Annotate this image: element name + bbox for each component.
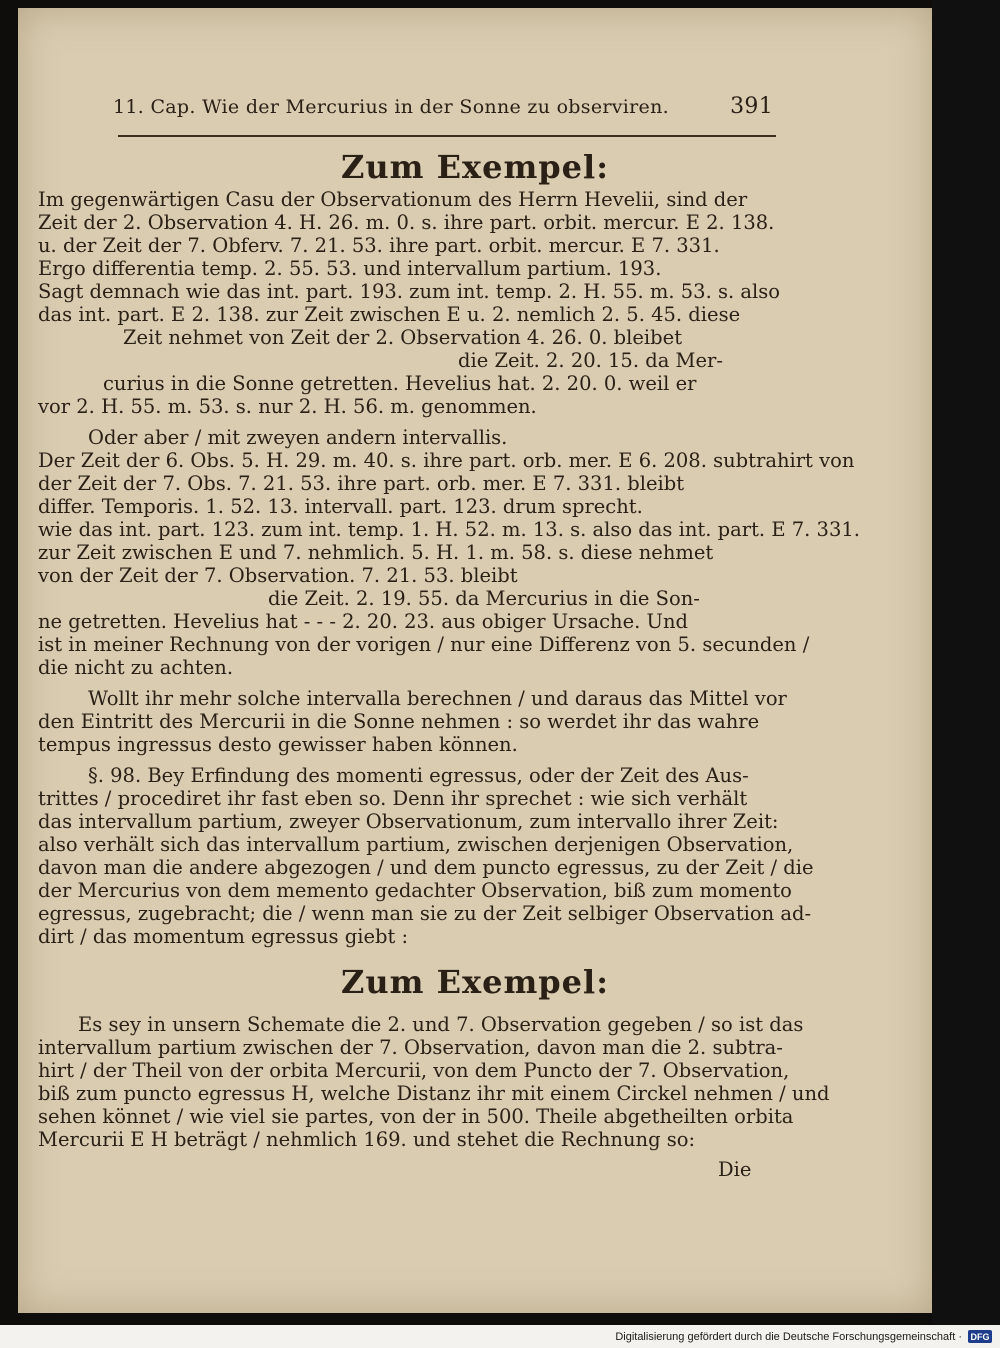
text-line: Es sey in unsern Schemate die 2. und 7. Observation gegeben / so ist das bbox=[78, 1013, 804, 1036]
text-line: tempus ingressus desto gewisser haben können. bbox=[38, 733, 518, 756]
text-line: Sagt demnach wie das int. part. 193. zum int. temp. 2. H. 55. m. 53. s. also bbox=[38, 280, 780, 303]
text-line: wie das int. part. 123. zum int. temp. 1. H. 52. m. 13. s. also das int. part. E 7. 331. bbox=[38, 518, 860, 541]
text-line: sehen könnet / wie viel sie partes, von der in 500. Theile abgetheilten orbita bbox=[38, 1105, 794, 1128]
text-line: Der Zeit der 6. Obs. 5. H. 29. m. 40. s. ihre part. orb. mer. E 6. 208. subtrahirt von bbox=[38, 449, 855, 472]
text-line: die Zeit. 2. 20. 15. da Mer- bbox=[458, 349, 723, 372]
digitization-footer bbox=[0, 1325, 1000, 1348]
text-line: zur Zeit zwischen E und 7. nehmlich. 5. H. 1. m. 58. s. diese nehmet bbox=[38, 541, 714, 564]
scan-edge bbox=[932, 0, 1000, 1325]
page-number: 391 bbox=[730, 94, 773, 119]
text-line: die nicht zu achten. bbox=[38, 656, 234, 679]
text-line: ne getretten. Hevelius hat - - - 2. 20. 23. aus obiger Ursache. Und bbox=[38, 610, 689, 633]
text-line: Im gegenwärtigen Casu der Observationum des Herrn Hevelii, sind der bbox=[38, 188, 748, 211]
text-line: von der Zeit der 7. Observation. 7. 21. 53. bleibt bbox=[38, 564, 518, 587]
text-line: Oder aber / mit zweyen andern intervallis. bbox=[88, 426, 508, 449]
text-line: das int. part. E 2. 138. zur Zeit zwischen E u. 2. nemlich 2. 5. 45. diese bbox=[38, 303, 741, 326]
running-header bbox=[113, 94, 773, 130]
text-line: den Eintritt des Mercurii in die Sonne nehmen : so werdet ihr das wahre bbox=[38, 710, 760, 733]
text-line: curius in die Sonne getretten. Hevelius hat. 2. 20. 0. weil er bbox=[103, 372, 697, 395]
text-line: die Zeit. 2. 19. 55. da Mercurius in die Son- bbox=[268, 587, 700, 610]
text-line: §. 98. Bey Erfindung des momenti egressus, oder der Zeit des Aus- bbox=[88, 764, 749, 787]
text-line: biß zum puncto egressus H, welche Distanz ihr mit einem Circkel nehmen / und bbox=[38, 1082, 830, 1105]
funding-credit: Digitalisierung gefördert durch die Deutsche Forschungsgemeinschaft · bbox=[615, 1330, 962, 1343]
text-line: der Mercurius von dem memento gedachter Observation, biß zum momento bbox=[38, 879, 792, 902]
text-line: das intervallum partium, zweyer Observationum, zum intervallo ihrer Zeit: bbox=[38, 810, 779, 833]
text-line: differ. Temporis. 1. 52. 13. intervall. part. 123. drum sprecht. bbox=[38, 495, 643, 518]
text-line: ist in meiner Rechnung von der vorigen / nur eine Differenz von 5. secunden / bbox=[38, 633, 810, 656]
header-rule bbox=[118, 135, 776, 137]
text-line: u. der Zeit der 7. Obferv. 7. 21. 53. ihre part. orbit. mercur. E 7. 331. bbox=[38, 234, 720, 257]
text-line: also verhält sich das intervallum partium, zwischen derjenigen Observation, bbox=[38, 833, 794, 856]
text-line: intervallum partium zwischen der 7. Observation, davon man die 2. subtra- bbox=[38, 1036, 783, 1059]
text-line: der Zeit der 7. Obs. 7. 21. 53. ihre part. orb. mer. E 7. 331. bleibt bbox=[38, 472, 685, 495]
text-line: trittes / procediret ihr fast eben so. Denn ihr sprechet : wie sich verhält bbox=[38, 787, 748, 810]
section-heading: Zum Exempel: bbox=[340, 963, 609, 1001]
text-line: vor 2. H. 55. m. 53. s. nur 2. H. 56. m. genommen. bbox=[38, 395, 537, 418]
text-line: Mercurii E H beträgt / nehmlich 169. und stehet die Rechnung so: bbox=[38, 1128, 696, 1151]
text-line: Wollt ihr mehr solche intervalla berechnen / und daraus das Mittel vor bbox=[88, 687, 787, 710]
text-line: hirt / der Theil von der orbita Mercurii, von dem Puncto der 7. Observation, bbox=[38, 1059, 790, 1082]
dfg-logo: DFG bbox=[968, 1330, 992, 1343]
book-page bbox=[18, 8, 932, 1313]
text-line: Ergo differentia temp. 2. 55. 53. und intervallum partium. 193. bbox=[38, 257, 662, 280]
catchword: Die bbox=[718, 1158, 752, 1181]
text-line: davon man die andere abgezogen / und dem puncto egressus, zu der Zeit / die bbox=[38, 856, 814, 879]
text-line: Zeit der 2. Observation 4. H. 26. m. 0. s. ihre part. orbit. mercur. E 2. 138. bbox=[38, 211, 775, 234]
text-line: Zeit nehmet von Zeit der 2. Observation 4. 26. 0. bleibet bbox=[123, 326, 683, 349]
text-line: dirt / das momentum egressus giebt : bbox=[38, 925, 409, 948]
text-line: egressus, zugebracht; die / wenn man sie zu der Zeit selbiger Observation ad- bbox=[38, 902, 812, 925]
running-title: 11. Cap. Wie der Mercurius in der Sonne zu observiren. bbox=[113, 96, 669, 118]
section-heading: Zum Exempel: bbox=[340, 148, 609, 186]
